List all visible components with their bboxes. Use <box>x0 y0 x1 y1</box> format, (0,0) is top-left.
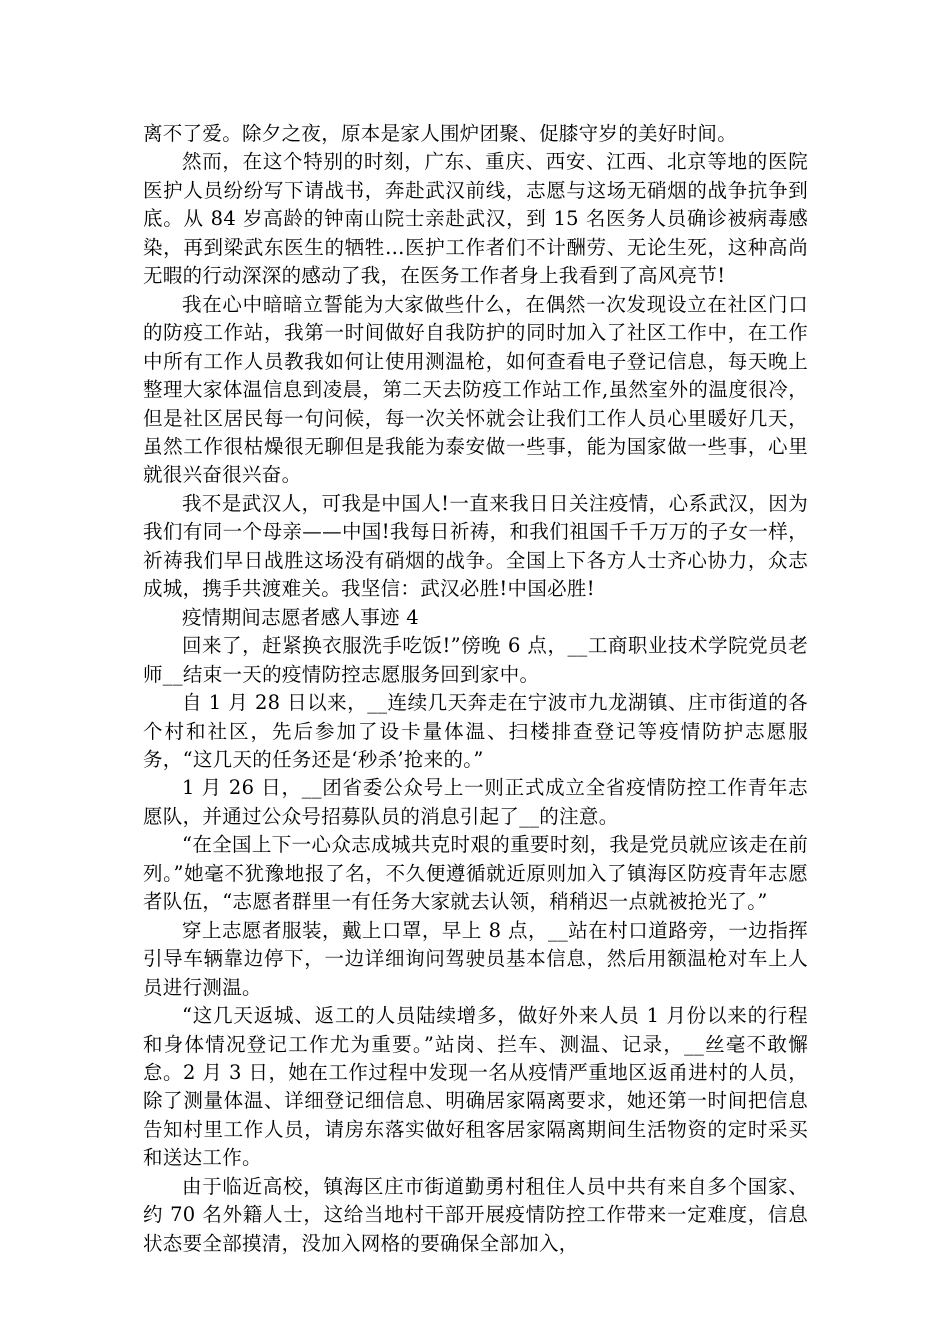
section-heading: 疫情期间志愿者感人事迹 4 <box>182 605 420 629</box>
paragraph-return-home: 回来了，赶紧换衣服洗手吃饭!”傍晚 6 点，__工商职业技术学院党员老师__结束一天的疫情防控志愿服务回到家中。 <box>143 634 808 686</box>
paragraph-checkpoint: 穿上志愿者服装，戴上口罩，早上 8 点，__站在村口道路旁，一边指挥引导车辆靠边停下，一边详细询问驾驶员基本信息，然后用额温枪对车上人员进行测温。 <box>143 918 808 999</box>
paragraph-registration: “这几天返城、返工的人员陆续增多，做好外来人员 1 月份以来的行程和身体情况登记工作尤为重要。”站岗、拦车、测温、记录，__丝毫不敢懈怠。2 月 3 日，她在工作过程中发现一名从疫情严重地区返甬进村的人员，除了测量体温、详细登记细信息、明确居家隔离要求，她还第一时间把信息告知村里工作人员，请房东落实做好租客居家隔离期间生活物资的定时采买和送达工作。 <box>143 1004 808 1170</box>
paragraph-wuhan-support: 我不是武汉人，可我是中国人!一直来我日日关注疫情，心系武汉，因为我们有同一个母亲——中国!我每日祈祷，和我们祖国千千万万的子女一样，祈祷我们早日战胜这场没有硝烟的战争。全国上下各方人士齐心协力，众志成城，携手共渡难关。我坚信：武汉必胜!中国必胜! <box>143 491 808 601</box>
document-body <box>143 120 808 1258</box>
paragraph-jan-26: 1 月 26 日，__团省委公众号上一则正式成立全省疫情防控工作青年志愿队，并通过公众号招募队员的消息引起了__的注意。 <box>143 776 808 828</box>
paragraph-foreign-residents: 由于临近高校，镇海区庄市街道勤勇村租住人员中共有来自多个国家、约 70 名外籍人士，这给当地村干部开展疫情防控工作带来一定难度，信息状态要全部摸清，没加入网格的要确保全部加入， <box>143 1174 808 1255</box>
paragraph-continuation: 离不了爱。除夕之夜，原本是家人围炉团聚、促膝守岁的美好时间。 <box>143 122 738 145</box>
paragraph-since-jan-28: 自 1 月 28 日以来，__连续几天奔走在宁波市九龙湖镇、庄市街道的各个村和社区，先后参加了设卡量体温、扫楼排查登记等疫情防护志愿服务，“这几天的任务还是‘秒杀’抢来的。” <box>143 691 808 771</box>
paragraph-medical-workers: 然而，在这个特别的时刻，广东、重庆、西安、江西、北京等地的医院医护人员纷纷写下请战书，奔赴武汉前线，志愿与这场无硝烟的战争抗争到底。从 84 岁高龄的钟南山院士亲赴武汉，到 15 名医务人员确诊被病毒感染，再到梁武东医生的牺牲…医护工作者们不计酬劳、无论生死，这种高尚无暇的行动深深的感动了我，在医务工作者身上我看到了高风亮节! <box>143 150 808 288</box>
paragraph-community-work: 我在心中暗暗立誓能为大家做些什么，在偶然一次发现设立在社区门口的防疫工作站，我第一时间做好自我防护的同时加入了社区工作中，在工作中所有工作人员教我如何让使用测温枪，如何查看电子登记信息，每天晚上整理大家体温信息到凌晨，第二天去防疫工作站工作,虽然室外的温度很冷，但是社区居民每一句问候，每一次关怀就会让我们工作人员心里暖好几天，虽然工作很枯燥很无聊但是我能为泰安做一些事，能为国家做一些事，心里就很兴奋很兴奋。 <box>143 292 808 487</box>
paragraph-party-member: “在全国上下一心众志成城共克时艰的重要时刻，我是党员就应该走在前列。”她毫不犹豫地报了名，不久便遵循就近原则加入了镇海区防疫青年志愿者队伍，“志愿者群里一有任务大家就去认领，稍稍迟一点就被抢光了。” <box>143 833 808 914</box>
